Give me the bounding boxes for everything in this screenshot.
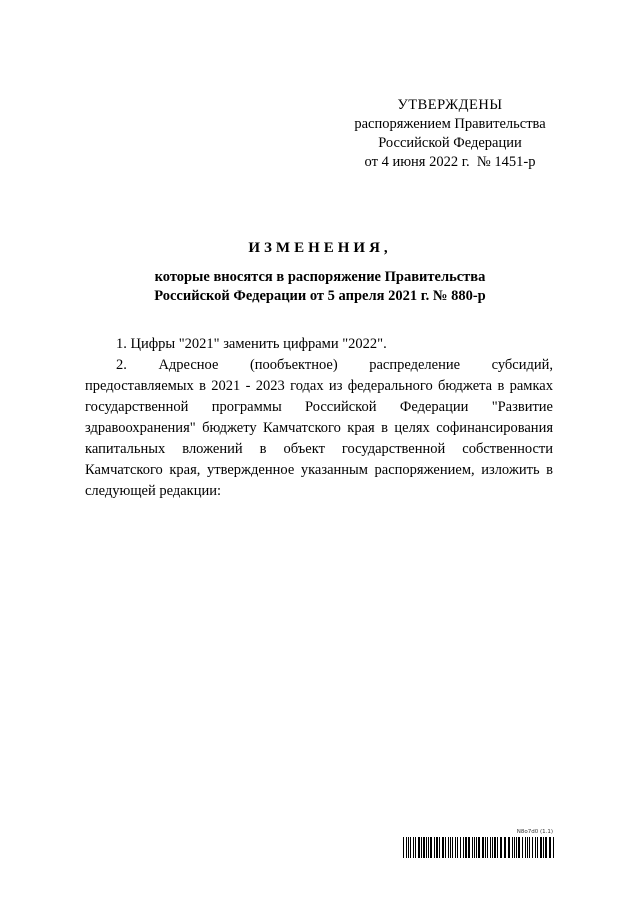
barcode-bar	[430, 837, 432, 858]
barcode-bar	[525, 837, 526, 858]
barcode-bar	[512, 837, 513, 858]
barcode-bar	[436, 837, 438, 858]
barcode-bar	[452, 837, 453, 858]
barcode-bar	[553, 837, 554, 858]
barcode-bar	[514, 837, 515, 858]
barcode-bar	[478, 837, 480, 858]
barcode-bar	[549, 837, 551, 858]
barcode-bar	[460, 837, 461, 858]
approval-line-2: Российской Федерации	[378, 135, 522, 151]
barcode-bar	[490, 837, 491, 858]
barcode-bar	[403, 837, 404, 858]
barcode-bar	[535, 837, 536, 858]
barcode-bar	[455, 837, 456, 858]
barcode-bar	[406, 837, 407, 858]
barcode-bar	[423, 837, 425, 858]
barcode-bar	[442, 837, 444, 858]
barcode-block	[403, 829, 555, 859]
barcode-bar	[434, 837, 435, 858]
barcode-bar	[485, 837, 486, 858]
barcode-bar	[472, 837, 473, 858]
barcode-bar	[476, 837, 477, 858]
barcode-bar	[540, 837, 542, 858]
barcode-bar	[418, 837, 420, 858]
barcode-bar	[487, 837, 488, 858]
approval-stamp	[350, 96, 550, 172]
document-body	[85, 334, 553, 502]
subtitle-line-1: которые вносятся в распоряжение Правительства	[154, 269, 486, 285]
approval-line-3: от 4 июня 2022 г. № 1451-р	[364, 154, 536, 170]
barcode-bar	[492, 837, 493, 858]
barcode-bar	[529, 837, 530, 858]
barcode-bar	[532, 837, 533, 858]
approval-line-1: распоряжением Правительства	[354, 116, 546, 132]
barcode-bar	[457, 837, 458, 858]
barcode-bar	[408, 837, 409, 858]
paragraph-2: 2. Адресное (пообъектное) распределение субсидий, предоставляемых в 2021 - 2023 годах из федерального бюджета в рамках государственной программы Российской Федерации "Развитие здравоохранения" бюджету Камчатского края в целях софинансирования капитальных вложений в объект государственной собственности Камчатского края, утвержденное указанным распоряжением, изложить в следующей редакции:	[85, 357, 553, 499]
barcode-bar	[508, 837, 510, 858]
barcode-bar	[500, 837, 502, 858]
barcode-code: N8o7d0 (1.1)	[516, 829, 553, 835]
subtitle-line-2: Российской Федерации от 5 апреля 2021 г. № 880-р	[154, 288, 486, 304]
barcode-bar	[448, 837, 449, 858]
barcode-bar	[494, 837, 496, 858]
barcode-bar	[410, 837, 411, 858]
barcode-bar	[545, 837, 547, 858]
barcode-bar	[421, 837, 422, 858]
barcode-bar	[516, 837, 517, 858]
barcode-bar	[518, 837, 520, 858]
barcode-bar	[543, 837, 544, 858]
approval-heading: УТВЕРЖДЕНЫ	[397, 97, 503, 113]
barcode-bar	[497, 837, 498, 858]
paragraph-1: 1. Цифры "2021" заменить цифрами "2022".	[116, 336, 387, 352]
barcode-bar	[537, 837, 538, 858]
barcode-bar	[504, 837, 506, 858]
barcode-bar	[439, 837, 440, 858]
barcode-icon	[403, 837, 555, 858]
barcode-bar	[428, 837, 429, 858]
barcode-bar	[522, 837, 523, 858]
barcode-bar	[527, 837, 528, 858]
document-title: ИЗМЕНЕНИЯ,	[248, 240, 392, 256]
barcode-bar	[415, 837, 416, 858]
barcode-bar	[413, 837, 414, 858]
document-subtitle	[80, 268, 560, 306]
barcode-bar	[463, 837, 464, 858]
barcode-bar	[468, 837, 470, 858]
barcode-bar	[465, 837, 467, 858]
barcode-bar	[450, 837, 451, 858]
barcode-bar	[426, 837, 427, 858]
barcode-bar	[445, 837, 446, 858]
barcode-bar	[474, 837, 475, 858]
barcode-bar	[482, 837, 484, 858]
